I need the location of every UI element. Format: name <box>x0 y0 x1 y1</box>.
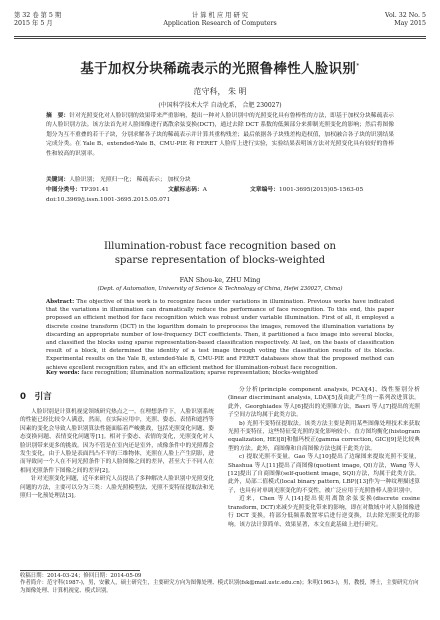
body-paragraph: b) 光照不变特征提取法。该类方法主要是利用某些图像处理技术来获取光照不变特征，这些特征受光照的变化影响较小。直方图均衡化(histogram equalization, HE)[8]和伽玛校正(gamma correction, GIC)[9]是比较典型的方法。此外，商图像和自商图像方法也属于此类方法。 <box>228 420 420 452</box>
body-paragraph: c) 提取光照不变量。Gao 等人[10]提出了边缘图来提取光照不变量，Shashua 等人[11]提出了商图像(quotient image, QI)方法，Wang 等人[12]提出了自商图像(self-quotient image, SQI)方法，均属于此类方法。此外，局部二值模式(local binary pattern, LBP)[13]作为一种纹理描述算子，也具有对单调光照变化的不变性，被广泛应用于光照鲁棒人脸识别中。 <box>228 454 420 494</box>
body-paragraph: 人脸识别是计算机视觉领域研究热点之一。在理想条件下，人脸识别系统的性能已经比较令人满意，然而，在实际应用中，光照、姿态、表情和遮挡等因素的变化会导致人脸识别算法性能面临着严峻挑战，包括光照变化问题、姿态变换问题、表情变化问题等[1]。相对于姿态、表情的变化，光照变化对人脸识别带来更多的挑战。因为不管是在室内还是室外，成像条件中的光照都会发生变化，由于人脸是表面凹凸不平的三维物体，光照在人脸上产生阴影，进而导致同一个人在不同光照条件下的人脸图像之间的差异，甚至大于不同人在相同光照条件下图像之间的差异[2]。 <box>20 409 214 474</box>
article-number: 文章编号：1001-3695(2015)05-1563-05 <box>250 187 364 193</box>
document-code: 文献标志码：A <box>168 187 207 193</box>
authors-cn: 范守科， 朱 明 <box>193 87 247 96</box>
section-heading: 0 引言 <box>20 392 52 402</box>
header-journal: 计 算 机 应 用 研 究 Application Research of Computers <box>163 12 277 27</box>
keywords-cn-text: 人脸识别； 光照归一化； 稀疏表示； 加权分块 <box>69 177 191 183</box>
footnotes <box>20 573 420 595</box>
paper-title-en: Illumination-robust face recognition based on sparse representation of blocks-weighted <box>104 241 336 266</box>
keywords-cn-label: 关键词： <box>46 177 70 183</box>
abstract-cn-label: 摘 要： <box>46 113 70 119</box>
paper-title-cn: 基于加权分块稀疏表示的光照鲁棒性人脸识别* <box>80 62 360 77</box>
keywords-cn <box>46 176 394 185</box>
body-column-right <box>228 386 420 529</box>
header-volume-en: Vol. 32 No. 5 May 2015 <box>385 12 426 27</box>
footnote-rule <box>20 570 140 571</box>
funding-footnote-mark: * <box>356 62 360 70</box>
abstract-cn <box>46 112 394 159</box>
body-column-left <box>20 408 214 500</box>
header-rule-thin <box>14 38 426 39</box>
keywords-en-text: face recognition; illumination normalization; sparse representation; blocks-weighted <box>81 370 318 376</box>
footnote-author-bio: 作者简介：范守科(1987-)，男，安徽人，硕士研究生，主要研究方向为图像处理、模式识别(fsk@mail.ustc.edu.cn)；朱明(1963-)，男，教授，博士，主要研究方向为图像处理、计算机视觉、模式识别。 <box>20 580 419 594</box>
abstract-en-label: Abstract: <box>46 299 75 305</box>
body-paragraph: 针对光照变化问题，近年来研究人员提出了多种解决人脸识别中光照变化问题的方法，主要可以分为三类：人脸光照模型法、光照不变特征提取法和光照归一化预处理法[3]。 <box>20 476 214 500</box>
doi: doi:10.3969/j.issn.1001-3695.2015.05.071 <box>46 197 171 203</box>
abstract-en-text: The objective of this work is to recognize faces under variations in illumination. Previous works have indicated that the variations in illumination can dramatically reduce the performance of face recognition. To this end, this paper proposed an efficient method for face recognition which was robust under variable illumination. First of all, it employed a discrete cosine transform (DCT) in the logarithm domain to preprocess the images, removed the illumination variations by discarding an appropriate number of low-frequency DCT coefficients. Then, it partitioned a face image into several blocks, and classified the blocks using sparse representation-based classification respectively. At last, on the basis of classification result of a block, it determined the identity of a test image through voting the classification results of its blocks. Experimental results on the Yale B, extended-Yale B, CMU-PIE and FERET databases show that the proposed method can achieve excellent recognition rates, and it's an efficient method for illumination-robust face recognition. <box>46 299 394 371</box>
abstract-cn-text: 针对光照变化对人脸识别的效果带来严重影响，提出一种对人脸识别中的光照变化具有鲁棒性的方法，即基于加权分块稀疏表示的人脸识别方法。该方法首先对人脸图像进行离散余弦变换(DCT)，通过去除 DCT 系数的低频部分来抑制光照变化的影响；然后将图像划分为互不重叠的若干子块，分别求解各子块的稀疏表示并计算其重构残差；最后依据各子块残差构造权值，加权融合各子块的识别结果完成分类。在 Yale B、extended-Yale B、CMU-PIE 和 FERET 人脸库上进行实验，实验结果表明该方法对光照变化具有较好的鲁棒性和较高的识别率。 <box>46 113 394 157</box>
running-header <box>14 12 426 36</box>
keywords-en <box>46 369 394 377</box>
clc-number: 中图分类号：TP391.41 <box>46 187 109 193</box>
body-paragraph: 分分析(principle component analysis, PCA)[4]、线性鉴别分析(linear discriminant analysis, LDA)[5]及由此产生的一系列改进算法。此外，Georghiades 等人[6]提出的光照锥方法，Basri 等人[7]提出的光照子空间方法均属于此类方法。 <box>228 387 420 419</box>
header-rule <box>14 36 426 37</box>
keywords-en-label: Key words: <box>46 370 80 376</box>
abstract-en <box>46 298 394 372</box>
header-volume: 第 32 卷 第 5 期 2015 年 5 月 <box>14 12 62 27</box>
body-paragraph: 近来，Chen 等人[14]提出使用离散余弦变换(discrete cosine transform, DCT)来减少光照变化带来的影响，即在对数域中对人脸图像进行 DCT 变换，将部分低频系数置零后进行逆变换，以去除光照变化的影响。该方法计算简单、效果显著，本文在此基础上进行研究。 <box>228 496 420 528</box>
footnote-dates: 收稿日期：2014-03-24；修回日期：2014-05-09 <box>20 573 142 579</box>
affiliation-en: (Dept. of Automation, University of Science & Technology of China, Hefei 230027, China) <box>97 286 343 292</box>
authors-en: FAN Shou-ke, ZHU Ming <box>179 276 261 284</box>
affiliation-cn: (中国科学技术大学 自动化系， 合肥 230027) <box>158 102 282 109</box>
